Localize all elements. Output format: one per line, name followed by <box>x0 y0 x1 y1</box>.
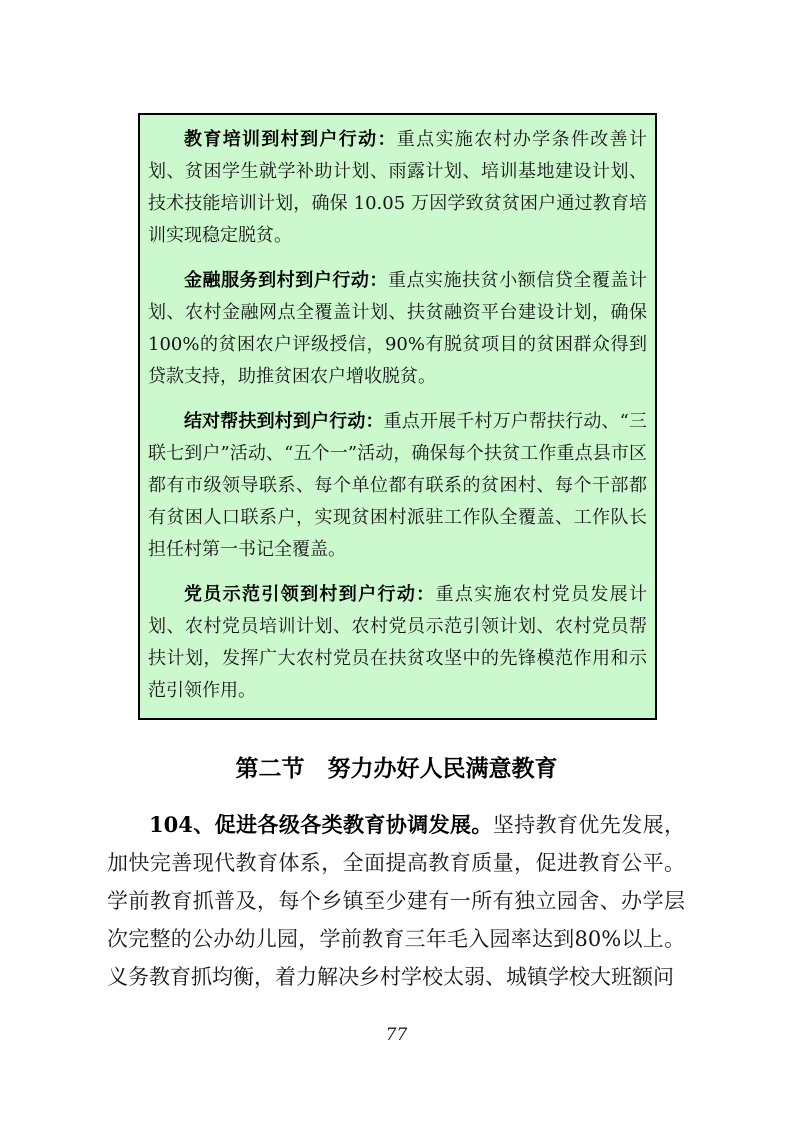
box-paragraph-text: 重点实施农村办学条件改善计划、贫困学生就学补助计划、雨露计划、培训基地建设计划、技术技能培训计划，确保 10.05 万因学致贫贫困户通过教育培训实现稳定脱贫。 <box>148 129 648 246</box>
section-heading: 第二节 努力办好人民满意教育 <box>235 755 558 782</box>
highlight-box <box>138 113 657 720</box>
box-paragraph-financial-services <box>148 265 647 393</box>
box-paragraph-pairing-assistance <box>148 406 647 566</box>
page-number: 77 <box>385 1025 408 1045</box>
box-paragraph-education-training <box>148 124 647 252</box>
box-paragraph-text: 重点开展千村万户帮扶行动、“三联七到户”活动、“五个一”活动，确保每个扶贫工作重点县市区都有市级领导联系、每个单位都有联系的贫困村、每个干部都有贫困人口联系户，实现贫困村派驻工作队全覆盖、工作队长担任村第一书记全覆盖。 <box>148 411 647 560</box>
box-paragraph-text: 重点实施扶贫小额信贷全覆盖计划、农村金融网点全覆盖计划、扶贫融资平台建设计划，确保100%的贫困农户评级授信，90%有脱贫项目的贫困群众得到贷款支持，助推贫困农户增收脱贫。 <box>148 270 648 387</box>
box-paragraph-party-member-model <box>148 579 647 707</box>
box-paragraph-lead: 结对帮扶到村到户行动： <box>184 411 384 432</box>
body-paragraph-text: 坚持教育优先发展，加快完善现代教育体系，全面提高教育质量，促进教育公平。学前教育抓普及，每个乡镇至少建有一所有独立园舍、办学层次完整的公办幼儿园，学前教育三年毛入园率达到80%以上。义务教育抓均衡，着力解决乡村学校太弱、城镇学校大班额问 <box>107 813 685 989</box>
box-paragraph-lead: 党员示范引领到村到户行动： <box>184 584 436 605</box>
box-paragraph-lead: 金融服务到村到户行动： <box>184 270 388 291</box>
body-paragraph-lead: 104、促进各级各类教育协调发展。 <box>149 812 493 837</box>
body-paragraph <box>107 806 685 996</box>
box-paragraph-lead: 教育培训到村到户行动： <box>184 129 397 150</box>
box-paragraph-text: 重点实施农村党员发展计划、农村党员培训计划、农村党员示范引领计划、农村党员帮扶计划，发挥广大农村党员在扶贫攻坚中的先锋模范作用和示范引领作用。 <box>148 584 648 701</box>
